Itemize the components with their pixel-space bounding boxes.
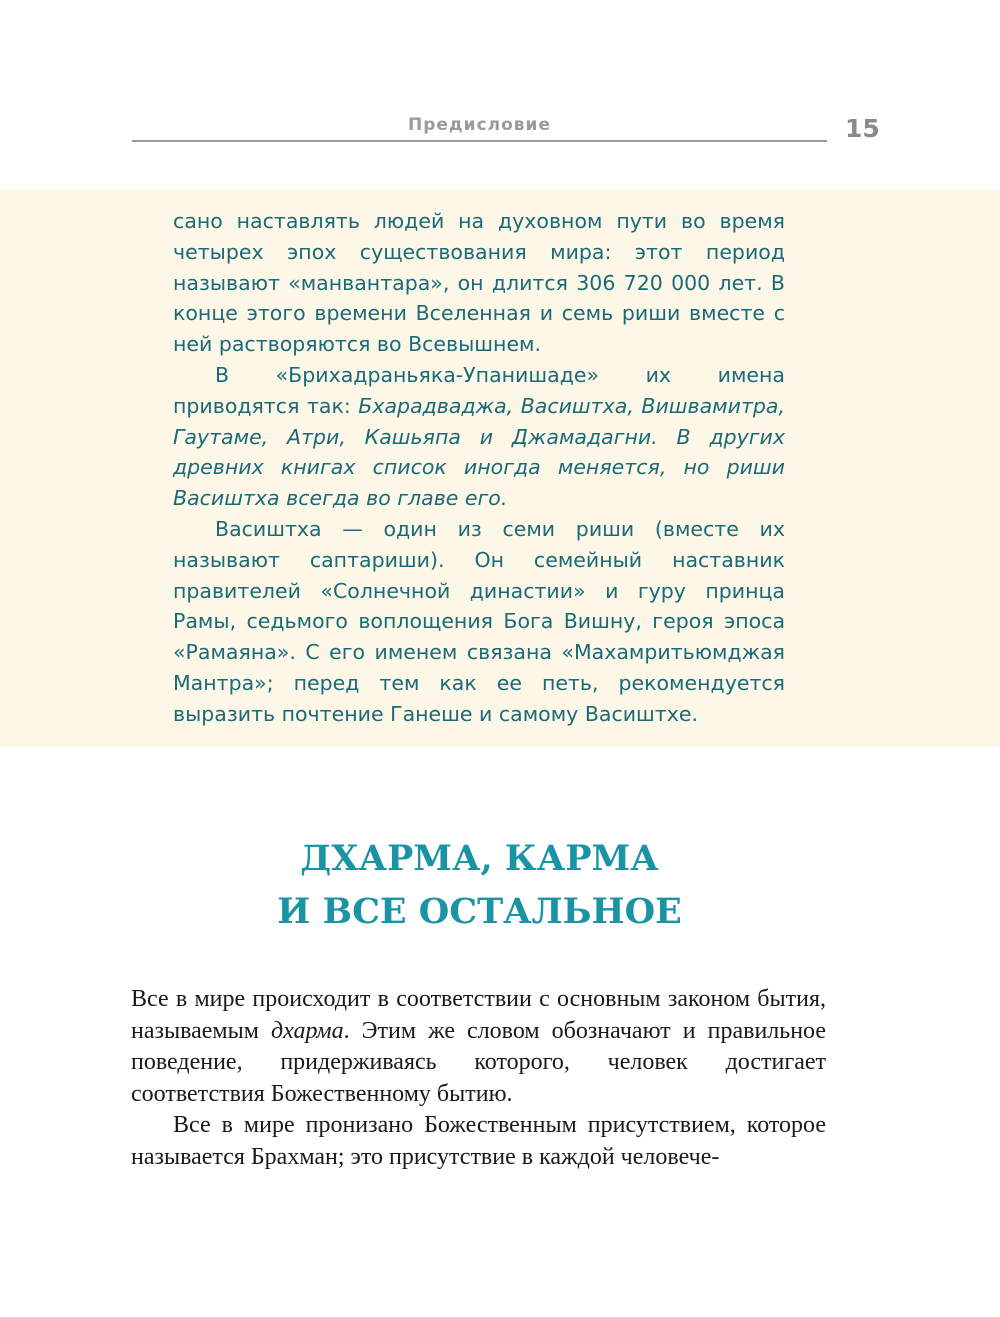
box-paragraph-1: сано наставлять людей на духовном пути во время четырех эпох существования мира: этот период называют «манвантара», он длится 306 720 000 лет. В конце этого времени Вселенная и семь риши вместе с ней растворяются во Всевышнем.	[173, 209, 785, 357]
section-heading-line-2: И ВСЕ ОСТАЛЬНОЕ	[277, 891, 682, 932]
body-paragraph-1	[131, 984, 826, 1110]
box-paragraph-2-italic: Бхарадваджа, Васиштха, Вишвамитра, Гаутаме, Атри, Кашьяпа и Джамадагни. В других древних книгах список иногда меняется, но риши Васиштха всегда во главе его.	[173, 393, 785, 511]
body-paragraph-1-b: . Этим же словом обозначают и правильное поведение, придерживаясь которого, человек достигает соответствия Божественному бытию.	[131, 1017, 827, 1107]
section-heading	[132, 832, 827, 938]
running-header-title: Предисловие	[408, 115, 551, 135]
body-paragraph-2: Все в мире пронизано Божественным присутствием, которое называется Брахман; это присутствие в каждой человече-	[131, 1112, 826, 1170]
header-rule	[132, 140, 827, 142]
box-paragraph-2-lead: В «Брихадраньяка-Упанишаде» их имена приводятся так:	[173, 362, 785, 418]
sidebar-box-text	[173, 206, 785, 730]
body-paragraph-1-term: дхарма	[270, 1017, 344, 1044]
body-paragraph-1-a: Все в мире происходит в соответствии с основным законом бытия, называемым	[131, 986, 826, 1044]
body-text	[131, 984, 826, 1173]
box-paragraph-2	[173, 360, 785, 514]
page-number: 15	[845, 114, 880, 143]
section-heading-line-1: ДХАРМА, КАРМА	[300, 838, 659, 879]
running-header	[132, 112, 827, 144]
box-paragraph-3: Васиштха — один из семи риши (вместе их называют саптариши). Он семейный наставник правителей «Солнечной династии» и гуру принца Рамы, седьмого воплощения Бога Вишну, героя эпоса «Рамаяна». С его именем связана «Махамритьюмджая Мантра»; перед тем как ее петь, рекомендуется выразить почтение Ганеше и самому Васиштхе.	[173, 516, 785, 726]
